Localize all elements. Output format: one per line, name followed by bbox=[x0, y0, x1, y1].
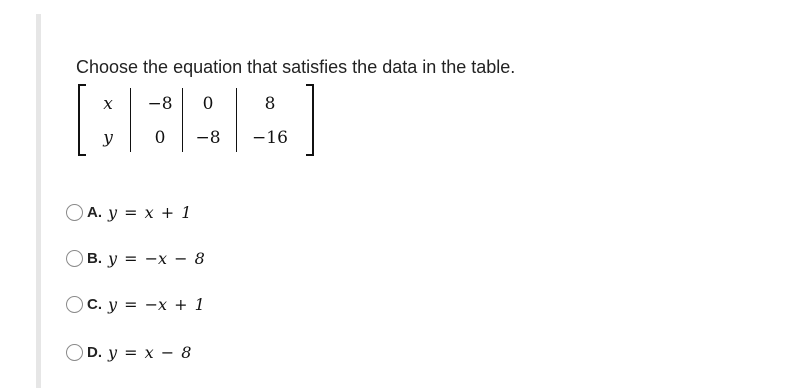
data-table bbox=[74, 82, 324, 158]
option-d-equation: y = x − 8 bbox=[108, 342, 192, 362]
question-text: Choose the equation that satisfies the data in the table. bbox=[76, 57, 516, 77]
radio-button-b[interactable] bbox=[66, 250, 83, 267]
option-b-letter: B. bbox=[87, 249, 102, 267]
option-d-letter: D. bbox=[87, 343, 102, 361]
table-divider bbox=[130, 88, 131, 152]
right-bracket bbox=[306, 84, 314, 156]
option-a[interactable] bbox=[66, 201, 191, 223]
y-value-1: 0 bbox=[154, 128, 166, 148]
option-c-equation: y = −x + 1 bbox=[108, 294, 205, 314]
option-b-equation: y = −x − 8 bbox=[108, 248, 205, 268]
option-a-equation: y = x + 1 bbox=[108, 202, 192, 222]
x-value-2: 0 bbox=[202, 94, 214, 114]
table-divider bbox=[236, 88, 237, 152]
left-border-bar bbox=[36, 14, 41, 388]
y-value-2: −8 bbox=[195, 128, 221, 148]
radio-button-d[interactable] bbox=[66, 344, 83, 361]
option-c-letter: C. bbox=[87, 295, 102, 313]
radio-button-c[interactable] bbox=[66, 296, 83, 313]
row-label-y: y bbox=[103, 128, 113, 148]
y-value-3: −16 bbox=[252, 128, 288, 148]
radio-button-a[interactable] bbox=[66, 204, 83, 221]
option-d[interactable] bbox=[66, 341, 191, 363]
x-value-3: 8 bbox=[264, 94, 276, 114]
option-c[interactable] bbox=[66, 293, 205, 315]
x-value-1: −8 bbox=[147, 94, 173, 114]
option-a-letter: A. bbox=[87, 203, 102, 221]
row-label-x: x bbox=[103, 94, 113, 114]
option-b[interactable] bbox=[66, 247, 205, 269]
